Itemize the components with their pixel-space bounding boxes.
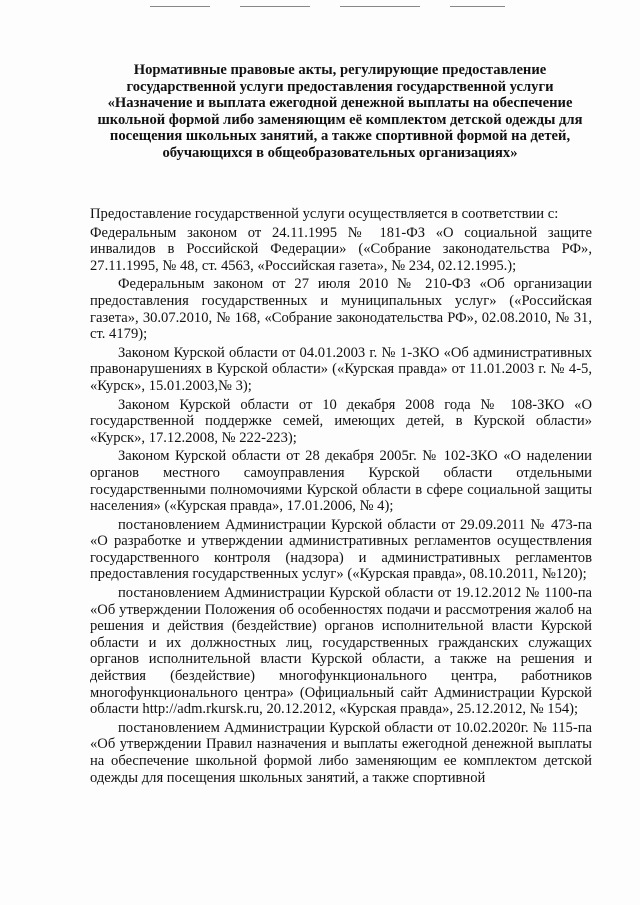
- paragraph-text: Законом Курской области от 10 декабря 2008 года № 108-ЗКО «О государственной поддержке семей, имеющих детей, в Курской области» «Курск», 17.12.2008, № 222-223);: [90, 396, 592, 446]
- scan-artifact-marks: [150, 6, 510, 12]
- paragraph-text: Законом Курской области от 28 декабря 2005г. № 102-ЗКО «О наделении органов местного самоуправления Курской области отдельными государственными полномочиями Курской области в сфере социальной защиты населения» («Курская правда», 17.01.2006, № 4);: [90, 448, 592, 515]
- paragraph-resolution-473: [90, 517, 592, 583]
- paragraph-resolution-1100: [90, 585, 592, 718]
- document-title: Нормативные правовые акты, регулирующие предоставление государственной услуги предоставления государственной услуги «Назначение и выплата ежегодной денежной выплаты на обеспечение школьной формой либо заменяющим её комплектом детской одежды для посещения школьных занятий, а также спортивной формой на детей, обучающихся в общеобразовательных организациях»: [97, 62, 583, 161]
- paragraph-law-210: [90, 276, 592, 342]
- paragraph-text: Федеральным законом от 27 июля 2010 № 210-ФЗ «Об организации предоставления государственных и муниципальных услуг» («Российская газета», 30.07.2010, № 168, «Собрание законодательства РФ», 02.08.2010, № 31, ст. 4179);: [90, 276, 592, 343]
- document-body: [90, 206, 592, 788]
- paragraph-text: постановлением Администрации Курской области от 19.12.2012 № 1100-па «Об утверждении Положения об особенностях подачи и рассмотрения жалоб на решения и действия (бездействие) органов исполнительной власти Курской области и их должностных лиц, государственных гражданских служащих органов исполнительной власти Курской области, а также на решения и действия (бездействие) многофункционального центра, работников многофункционального центра» (Официальный сайт Администрации Курской области http://adm.rkursk.ru, 20.12.2012, «Курская правда», 25.12.2012, № 154);: [90, 585, 592, 718]
- paragraph-text: Федеральным законом от 24.11.1995 № 181-ФЗ «О социальной защите инвалидов в Российской Федерации» («Собрание законодательства РФ», 27.11.1995, № 48, ст. 4563, «Российская газета», № 234, 02.12.1995.);: [90, 224, 592, 274]
- paragraph-text: постановлением Администрации Курской области от 29.09.2011 № 473-па «О разработке и утверждении административных регламентов осуществления государственного контроля (надзора) и административных регламентов предоставления государственных услуг» («Курская правда», 08.10.2011, №120);: [90, 516, 592, 583]
- paragraph-law-1zko: [90, 345, 592, 395]
- paragraph-law-108zko: [90, 397, 592, 447]
- paragraph-text: постановлением Администрации Курской области от 10.02.2020г. № 115-па «Об утверждении Правил назначения и выплаты ежегодной денежной выплаты на обеспечение школьной формой либо заменяющим ее комплектом детской одежды для посещения школьных занятий, а также спортивной: [90, 719, 592, 786]
- paragraph-text: Предоставление государственной услуги осуществляется в соответствии с:: [90, 206, 559, 222]
- paragraph-intro: [90, 206, 592, 223]
- paragraph-text: Законом Курской области от 04.01.2003 г. № 1-ЗКО «Об административных правонарушениях в Курской области» («Курская правда» от 11.01.2003 г. № 4-5, «Курск», 15.01.2003,№ 3);: [90, 344, 592, 394]
- paragraph-law-181: [90, 225, 592, 275]
- paragraph-law-102zko: [90, 448, 592, 514]
- paragraph-resolution-115: [90, 720, 592, 786]
